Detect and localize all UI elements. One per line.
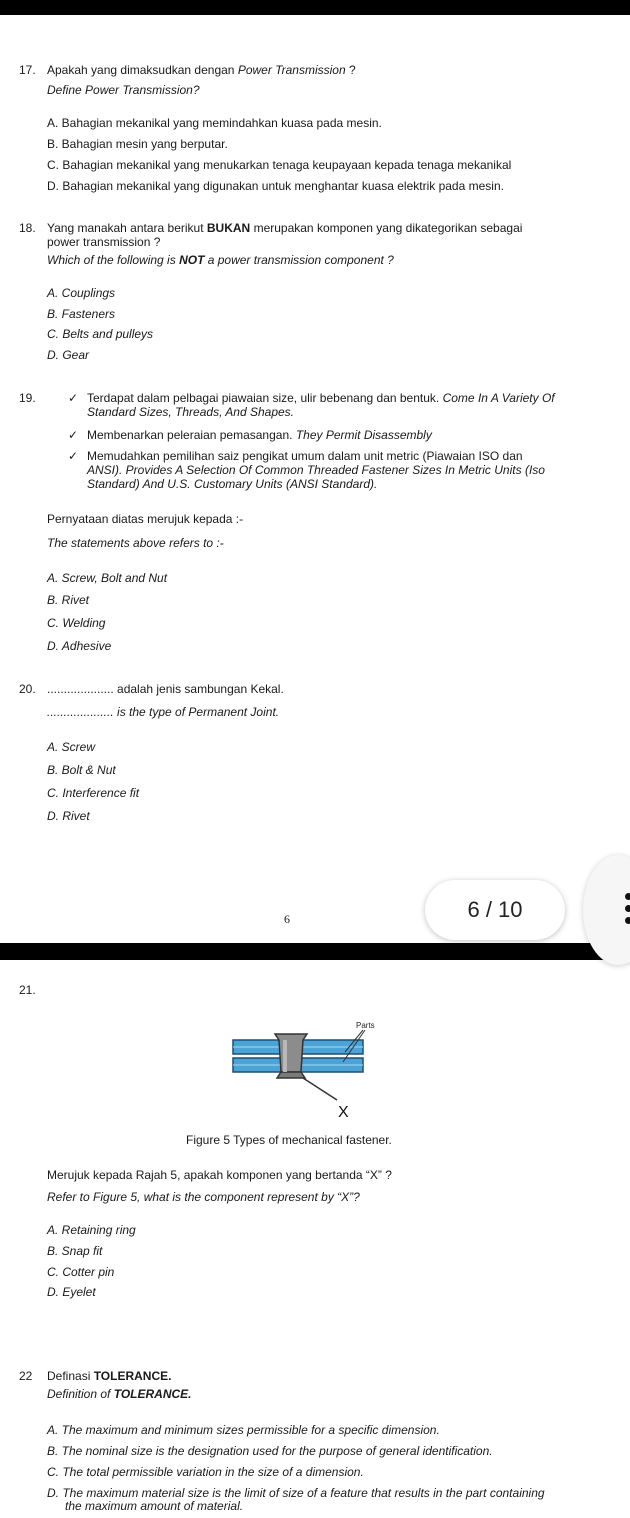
question-text-my: Yang manakah antara berikut BUKAN merupakan komponen yang dikategorikan sebagai <box>47 221 523 235</box>
statement-3-line2: ANSI). Provides A Selection Of Common Threaded Fastener Sizes In Metric Units (Iso <box>87 463 545 477</box>
option-c[interactable]: C. The total permissible variation in the size of a dimension. <box>47 1465 364 1479</box>
option-c[interactable]: C. Bahagian mekanikal yang menukarkan tenaga keupayaan kepada tenaga mekanikal <box>47 158 512 172</box>
more-dot-icon <box>625 893 630 900</box>
figure-5-fastener <box>225 1020 395 1120</box>
option-d[interactable]: D. Adhesive <box>47 639 112 653</box>
page-number: 6 <box>284 912 290 926</box>
question-number: 19. <box>19 391 36 405</box>
figure-parts-label: Parts <box>356 1021 375 1030</box>
question-text-en: .................... is the type of Permanent Joint. <box>47 705 280 719</box>
option-b[interactable]: B. Fasteners <box>47 307 116 321</box>
option-d-line2: the maximum amount of material. <box>65 1499 244 1513</box>
statement-3-line3: Standard) And U.S. Customary Units (ANSI Standard). <box>87 477 378 491</box>
statement-1-line2: Standard Sizes, Threads, And Shapes. <box>87 405 295 419</box>
option-c[interactable]: C. Interference fit <box>47 786 140 800</box>
question-text-my-line2: power transmission ? <box>47 235 161 249</box>
option-d[interactable]: D. Rivet <box>47 809 90 823</box>
option-a[interactable]: A. Retaining ring <box>47 1223 136 1237</box>
option-b[interactable]: B. Bahagian mesin yang berputar. <box>47 137 228 151</box>
check-icon: ✓ <box>68 449 79 463</box>
question-number: 21. <box>19 983 36 997</box>
figure-caption: Figure 5 Types of mechanical fastener. <box>186 1133 392 1147</box>
more-dot-icon <box>625 917 630 924</box>
question-number: 22 <box>19 1369 33 1383</box>
statement-3: Memudahkan pemilihan saiz pengikat umum dalam unit metric (Piawaian ISO dan <box>87 449 523 463</box>
question-text-my: Merujuk kepada Rajah 5, apakah komponen yang bertanda “X” ? <box>47 1168 392 1182</box>
option-d[interactable]: D. Eyelet <box>47 1285 96 1299</box>
question-text-en: Which of the following is NOT a power transmission component ? <box>47 253 394 267</box>
question-text-en: Define Power Transmission? <box>47 83 200 97</box>
option-a[interactable]: A. Bahagian mekanikal yang memindahkan kuasa pada mesin. <box>47 116 382 130</box>
statement-2: Membenarkan peleraian pemasangan. They Permit Disassembly <box>87 428 432 442</box>
figure-x-label: X <box>338 1104 349 1120</box>
question-number: 17. <box>19 63 36 77</box>
question-number: 20. <box>19 682 36 696</box>
option-b[interactable]: B. Rivet <box>47 593 90 607</box>
statement-ref-en: The statements above refers to :- <box>47 536 224 550</box>
page-separator <box>0 943 630 960</box>
question-text-en: Definition of TOLERANCE. <box>47 1387 192 1401</box>
option-a[interactable]: A. Screw <box>47 740 96 754</box>
option-a[interactable]: A. Couplings <box>47 286 116 300</box>
option-c[interactable]: C. Belts and pulleys <box>47 327 154 341</box>
question-text-my: Apakah yang dimaksudkan dengan Power Transmission ? <box>47 63 356 77</box>
statement-ref-my: Pernyataan diatas merujuk kepada :- <box>47 512 244 526</box>
check-icon: ✓ <box>68 428 79 442</box>
question-number: 18. <box>19 221 36 235</box>
option-a[interactable]: A. Screw, Bolt and Nut <box>47 571 168 585</box>
option-c[interactable]: C. Cotter pin <box>47 1265 115 1279</box>
question-text-en: Refer to Figure 5, what is the component represent by “X”? <box>47 1190 360 1204</box>
option-d[interactable]: D. Bahagian mekanikal yang digunakan untuk menghantar kuasa elektrik pada mesin. <box>47 179 504 193</box>
option-b[interactable]: B. Snap fit <box>47 1244 103 1258</box>
top-bar <box>0 0 630 15</box>
option-c[interactable]: C. Welding <box>47 616 106 630</box>
check-icon: ✓ <box>68 391 79 405</box>
question-text-my: Definasi TOLERANCE. <box>47 1369 172 1383</box>
question-text-my: .................... adalah jenis sambungan Kekal. <box>47 682 284 696</box>
option-b[interactable]: B. Bolt & Nut <box>47 763 116 777</box>
statement-1: Terdapat dalam pelbagai piawaian size, ulir bebenang dan bentuk. Come In A Variety Of <box>87 391 555 405</box>
option-b[interactable]: B. The nominal size is the designation used for the purpose of general identification. <box>47 1444 493 1458</box>
more-dot-icon <box>625 905 630 912</box>
option-d[interactable]: D. Gear <box>47 348 90 362</box>
option-d[interactable]: D. The maximum material size is the limit of size of a feature that results in the part containing <box>47 1486 545 1500</box>
option-a[interactable]: A. The maximum and minimum sizes permissible for a specific dimension. <box>47 1423 440 1437</box>
page-indicator[interactable]: 6 / 10 <box>425 880 565 940</box>
